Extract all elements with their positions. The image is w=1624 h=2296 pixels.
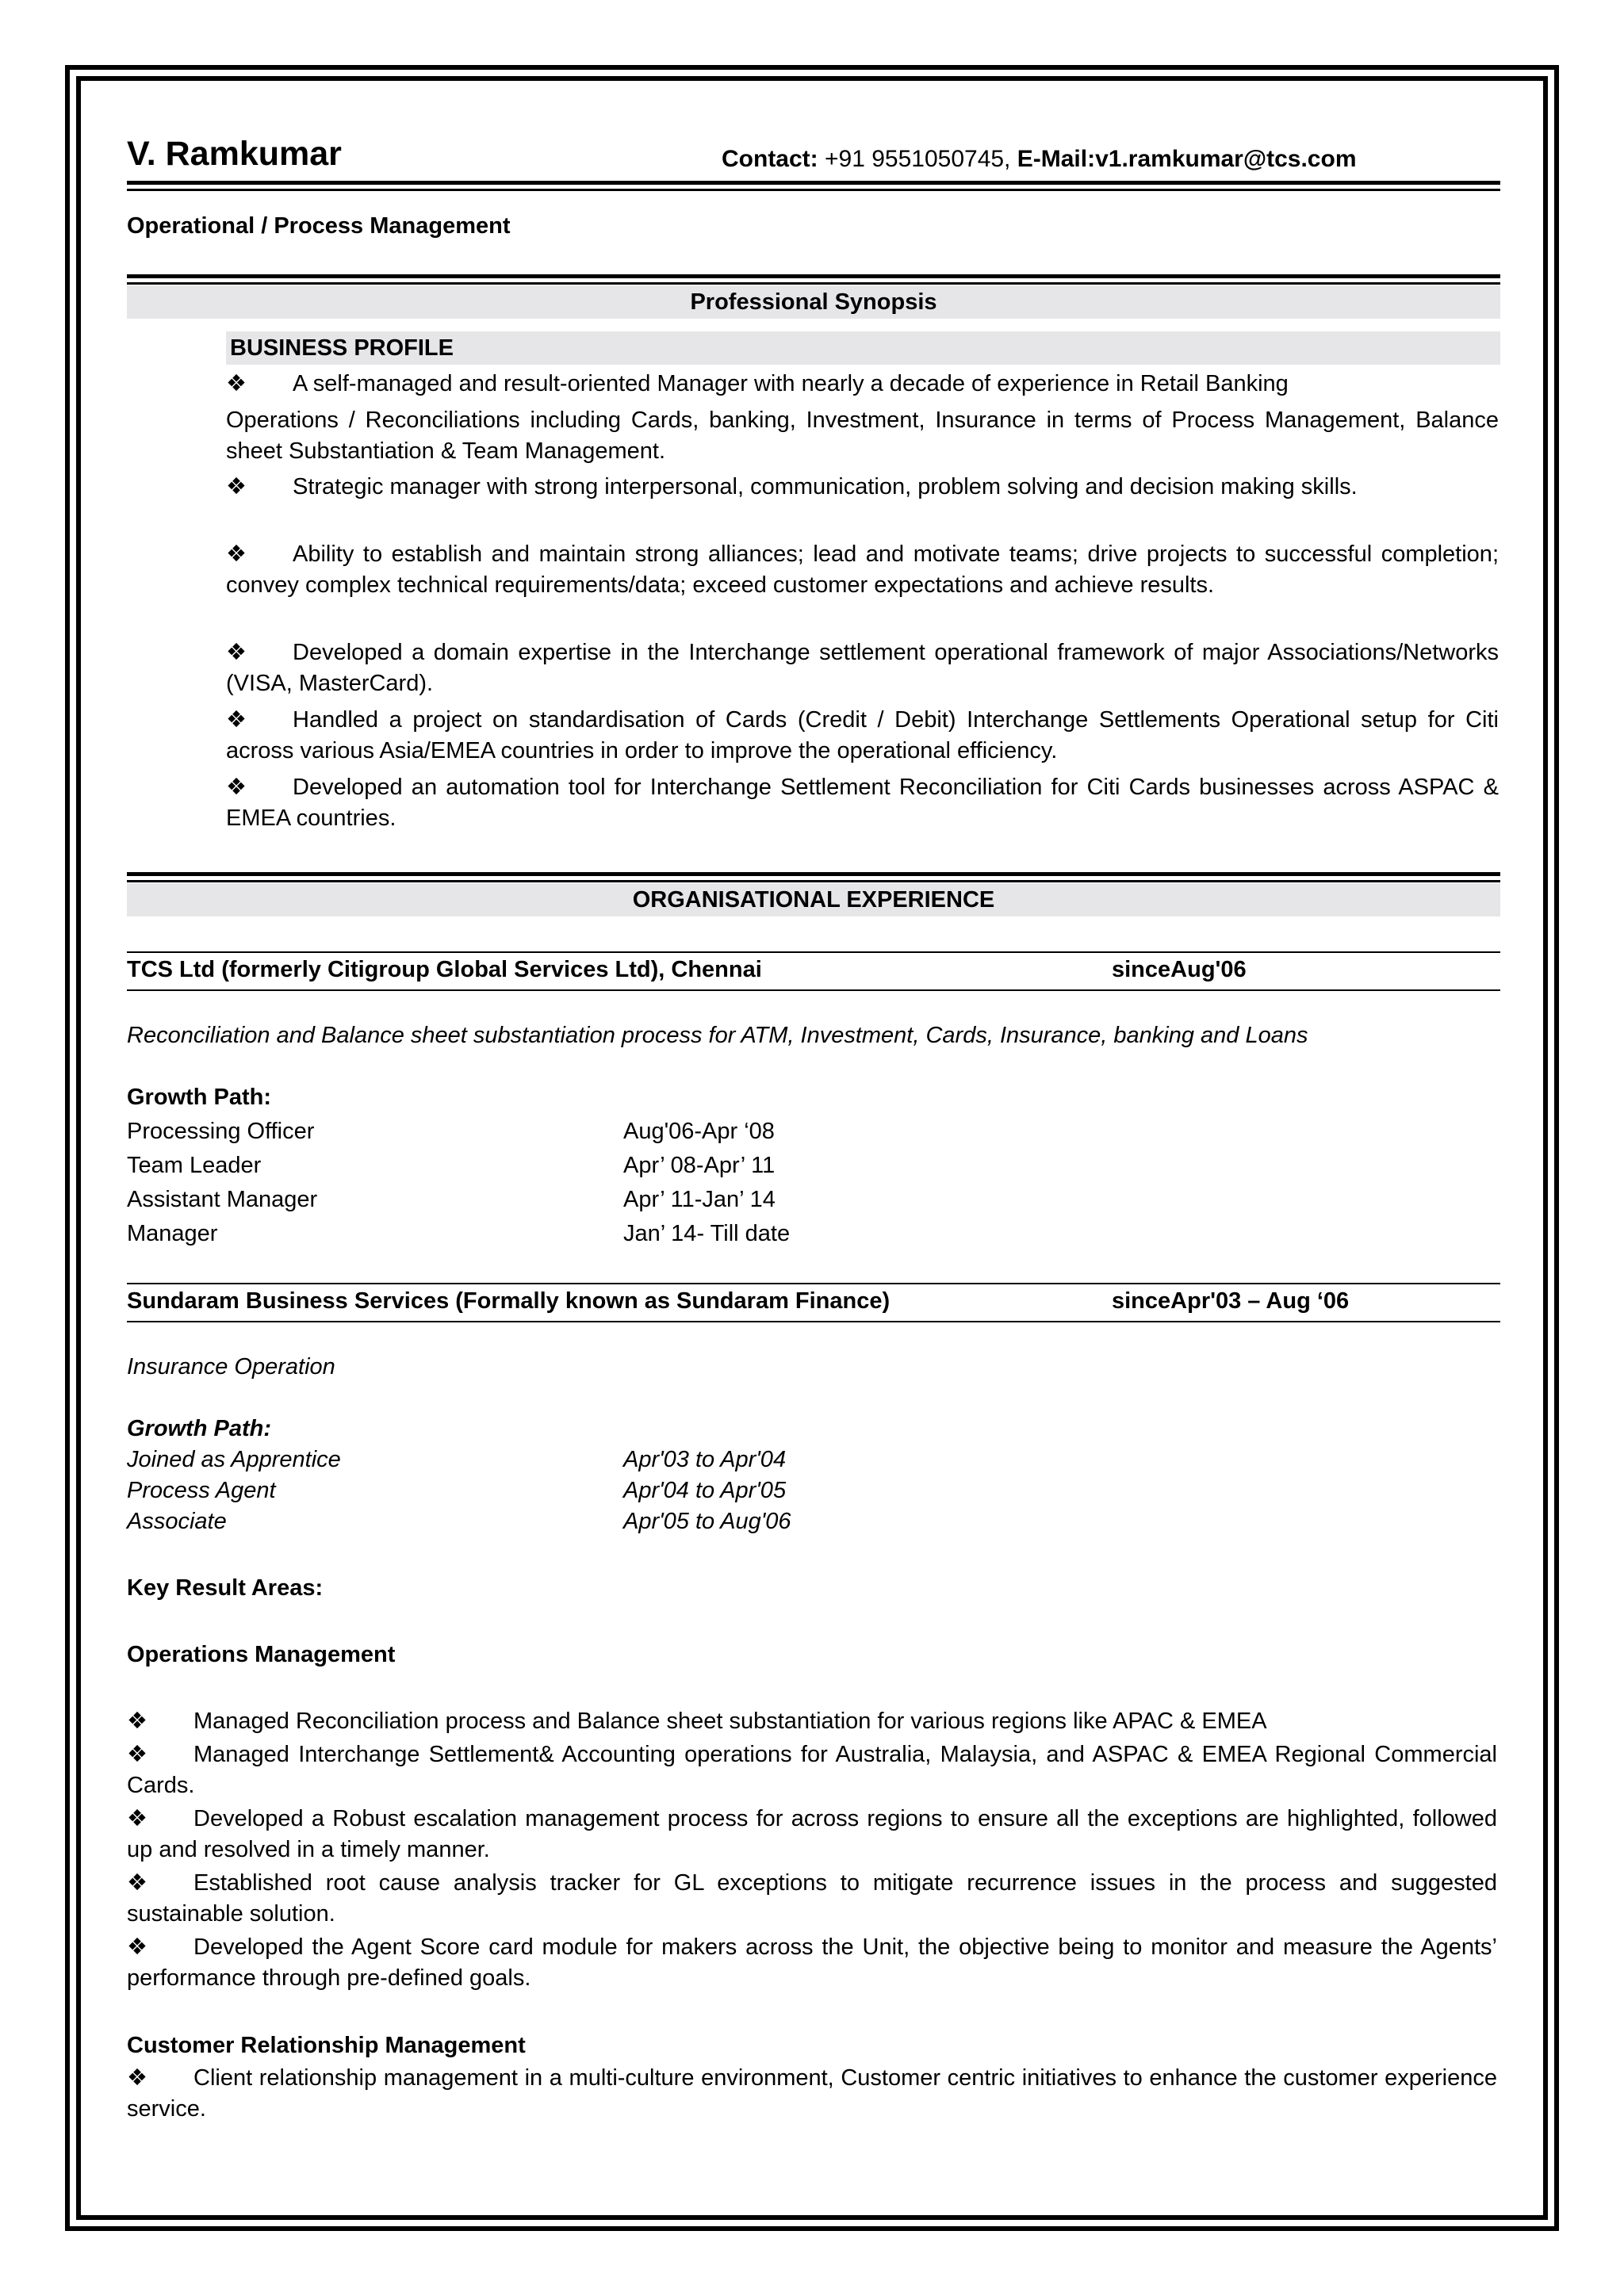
job2-role-2: Process Agent Apr'04 to Apr'05 — [127, 1478, 787, 1503]
synopsis-item-3: ❖ Strategic manager with strong interpersonal, communication, problem solving and decision making skills. — [226, 472, 1499, 503]
job1-role-2: Team Leader Apr’ 08-Apr’ 11 — [127, 1153, 776, 1178]
synopsis-item-6: ❖ Handled a project on standardisation of Cards (Credit / Debit) Interchange Settlements Operational setup for Citi across various Asia/EMEA countries in order to improve the operational efficiency. — [226, 705, 1499, 767]
job2-bottom-rule — [127, 1321, 1500, 1322]
bullet-icon: ❖ — [127, 1709, 147, 1734]
phone-number: +91 9551050745, — [818, 146, 1017, 172]
candidate-name: V. Ramkumar — [127, 135, 342, 173]
ops-item-4: ❖ Established root cause analysis tracker for GL exceptions to mitigate recurrence issues in the process and suggested sustainable solution. — [127, 1868, 1497, 1930]
contact-label: Contact: — [722, 146, 818, 172]
business-profile-heading: BUSINESS PROFILE — [226, 331, 1500, 365]
synopsis-item-4: ❖ Ability to establish and maintain strong alliances; lead and motivate teams; drive projects to successful completion; convey complex technical requirements/data; exceed customer expectations and achieve results. — [226, 539, 1499, 601]
job1-since: sinceAug'06 — [1112, 957, 1247, 982]
job2-role-1: Joined as Apprentice Apr'03 to Apr'04 — [127, 1447, 787, 1472]
job1-top-rule — [127, 951, 1500, 953]
synopsis-item-2: Operations / Reconciliations including Cards, banking, Investment, Insurance in terms of Process Management, Balance sheet Substantiation & Team Management. — [226, 408, 1499, 464]
email-address[interactable]: v1.ramkumar@tcs.com — [1095, 146, 1357, 172]
crm-heading: Customer Relationship Management — [127, 2033, 526, 2058]
synopsis-heading: Professional Synopsis — [127, 285, 1500, 319]
job1-role-4: Manager Jan’ 14- Till date — [127, 1221, 791, 1246]
job2-description: Insurance Operation — [127, 1354, 335, 1380]
bullet-icon: ❖ — [226, 707, 247, 733]
experience-rule-1 — [127, 872, 1500, 876]
crm-item-1: ❖ Client relationship management in a multi-culture environment, Customer centric initiatives to enhance the customer experience service. — [127, 2063, 1497, 2125]
job2-growth-label: Growth Path: — [127, 1416, 272, 1441]
job2-role-3: Associate Apr'05 to Aug'06 — [127, 1509, 791, 1534]
ops-item-5: ❖ Developed the Agent Score card module for makers across the Unit, the objective being to monitor and measure the Agents’ performance through pre-defined goals. — [127, 1932, 1497, 1994]
ops-item-1: ❖ Managed Reconciliation process and Balance sheet substantiation for various regions like APAC & EMEA — [127, 1706, 1497, 1737]
bullet-icon: ❖ — [127, 1870, 147, 1896]
synopsis-item-1: ❖ A self-managed and result-oriented Manager with nearly a decade of experience in Retail Banking — [226, 369, 1499, 400]
job1-growth-label: Growth Path: — [127, 1085, 272, 1110]
job1-company: TCS Ltd (formerly Citigroup Global Services Ltd), Chennai — [127, 957, 762, 982]
bullet-icon: ❖ — [127, 1806, 147, 1831]
job1-bottom-rule — [127, 989, 1500, 991]
bullet-icon: ❖ — [226, 775, 247, 800]
bullet-icon: ❖ — [226, 640, 247, 665]
job2-since: sinceApr'03 – Aug ‘06 — [1112, 1288, 1350, 1314]
page-title: Operational / Process Management — [127, 213, 511, 239]
bullet-icon: ❖ — [226, 541, 247, 567]
header-rule-2 — [127, 189, 1500, 191]
operations-management-heading: Operations Management — [127, 1642, 396, 1667]
bullet-icon: ❖ — [226, 371, 247, 396]
bullet-icon: ❖ — [127, 1742, 147, 1767]
ops-item-2: ❖ Managed Interchange Settlement& Accounting operations for Australia, Malaysia, and ASPAC & EMEA Regional Commercial Cards. — [127, 1739, 1497, 1801]
job1-header — [127, 955, 1500, 985]
bullet-icon: ❖ — [226, 474, 247, 499]
job2-top-rule — [127, 1283, 1500, 1284]
experience-rule-2 — [127, 880, 1500, 882]
synopsis-item-7: ❖ Developed an automation tool for Interchange Settlement Reconciliation for Citi Cards businesses across ASPAC & EMEA countries. — [226, 772, 1499, 834]
key-result-areas-label: Key Result Areas: — [127, 1575, 324, 1601]
synopsis-item-5: ❖ Developed a domain expertise in the Interchange settlement operational framework of major Associations/Networks (VISA, MasterCard). — [226, 637, 1499, 699]
synopsis-rule-2 — [127, 282, 1500, 285]
synopsis-rule-1 — [127, 274, 1500, 278]
contact-line — [722, 146, 1357, 173]
bullet-icon: ❖ — [127, 1934, 147, 1960]
job2-header — [127, 1286, 1500, 1317]
job1-role-1: Processing Officer Aug'06-Apr ‘08 — [127, 1119, 775, 1144]
experience-heading: ORGANISATIONAL EXPERIENCE — [127, 883, 1500, 916]
job2-company: Sundaram Business Services (Formally known as Sundaram Finance) — [127, 1288, 891, 1314]
header-rule-1 — [127, 181, 1500, 185]
ops-item-3: ❖ Developed a Robust escalation management process for across regions to ensure all the exceptions are highlighted, followed up and resolved in a timely manner. — [127, 1804, 1497, 1866]
email-label: E-Mail: — [1017, 146, 1096, 172]
job1-role-3: Assistant Manager Apr’ 11-Jan’ 14 — [127, 1187, 776, 1212]
job1-description: Reconciliation and Balance sheet substantiation process for ATM, Investment, Cards, Insurance, banking and Loans — [127, 1023, 1308, 1048]
bullet-icon: ❖ — [127, 2065, 147, 2091]
